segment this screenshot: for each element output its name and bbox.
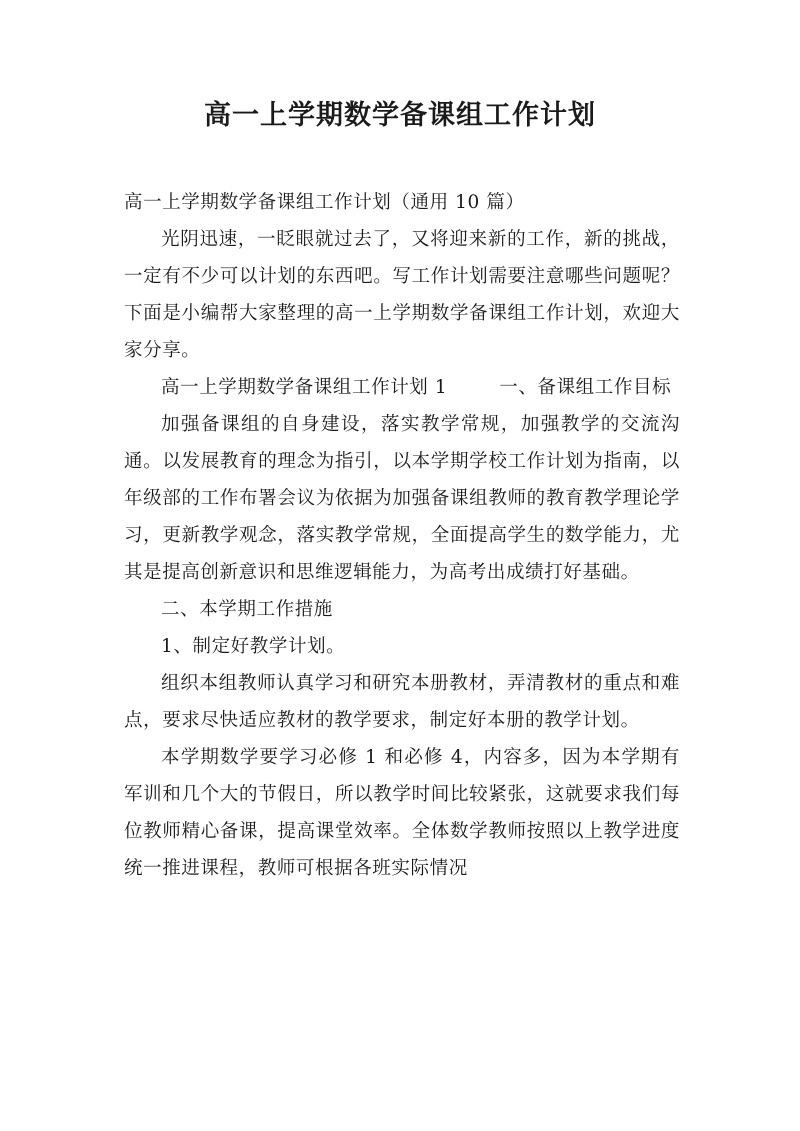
document-subtitle: 高一上学期数学备课组工作计划（通用 10 篇） [124, 192, 525, 213]
goal-paragraph: 加强备课组的自身建设，落实教学常规，加强教学的交流沟通。以发展教育的理念为指引，以本学期学校工作计划为指南，以年级部的工作布署会议为依据为加强备课组教师的教育教学理论学习，更新教学观念，落实教学常规，全面提高学生的数学能力，尤其是提高创新意识和思维逻辑能力，为高考出成绩打好基础。 [124, 414, 680, 583]
document-body [124, 184, 680, 887]
section-title: 高一上学期数学备课组工作计划 1 [161, 377, 448, 398]
document-title: 高一上学期数学备课组工作计划 [204, 100, 596, 131]
measures-heading: 二、本学期工作措施 [161, 599, 333, 620]
goal-heading: 一、备课组工作目标 [499, 377, 672, 398]
section-heading-line [124, 369, 680, 406]
schedule-paragraph: 本学期数学要学习必修 1 和必修 4，内容多，因为本学期有军训和几个大的节假日，所以教学时间比较紧张，这就要求我们每位教师精心备课，提高课堂效率。全体数学教师按照以上教学进度统一推进课程，教师可根据各班实际情况 [124, 747, 680, 879]
intro-paragraph: 光阴迅速，一眨眼就过去了，又将迎来新的工作，新的挑战，一定有不少可以计划的东西吧。写工作计划需要注意哪些问题呢？下面是小编帮大家整理的高一上学期数学备课组工作计划，欢迎大家分享。 [124, 229, 680, 361]
plan-paragraph: 组织本组教师认真学习和研究本册教材，弄清教材的重点和难点，要求尽快适应教材的教学要求，制定好本册的教学计划。 [124, 673, 680, 731]
plan-heading: 1、制定好教学计划。 [161, 636, 346, 657]
